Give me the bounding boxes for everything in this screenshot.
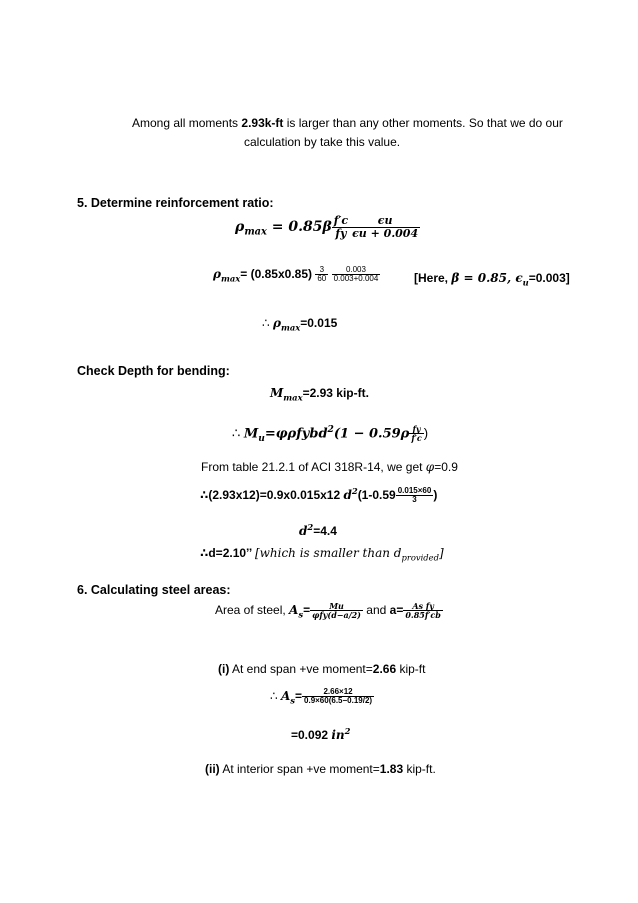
section-6-heading: 6. Calculating steel areas:: [77, 583, 231, 597]
as-symbol: A: [280, 689, 291, 704]
therefore-symbol: ∴: [262, 316, 273, 330]
fraction-calc: [396, 487, 434, 505]
as-symbol: A: [289, 603, 299, 618]
depth-note-close: ]: [438, 546, 444, 560]
area-label: Area of steel,: [215, 603, 290, 618]
d-symbol: d: [299, 524, 308, 538]
substitution-factor: = (0.85x0.85): [240, 267, 312, 282]
frac-den: f′c: [411, 433, 422, 444]
mu-paren: (1 − 0.59ρ: [333, 426, 410, 442]
frac-num: 0.015×60: [397, 485, 432, 495]
mu-power: 2: [327, 424, 334, 435]
frac-num: 0.003: [332, 266, 381, 275]
note-text: From table 21.2.1 of ACI 318R-14, we get: [201, 460, 426, 474]
depth-note: [which is smaller than d: [254, 546, 402, 560]
intro-line-2: calculation by take this value.: [244, 135, 401, 149]
item-unit: kip-ft.: [403, 762, 436, 776]
end-span-as-calc: [270, 688, 374, 706]
a-symbol: a=: [389, 603, 404, 618]
frac-den: φfy(d−a/2): [312, 610, 361, 621]
rho-max-result: [262, 316, 337, 332]
fraction-end-span: [302, 688, 374, 706]
intro-text-cont: is larger than any other moments. So that we do our: [283, 116, 563, 130]
check-depth-heading: Check Depth for bending:: [77, 364, 230, 378]
mu-subscript: u: [258, 432, 265, 444]
rho-max-substitution: [213, 266, 380, 284]
d-symbol: d: [343, 488, 352, 502]
as-subscript: s: [290, 695, 295, 706]
interior-span-line: [205, 762, 436, 776]
frac-den: fy: [335, 226, 347, 240]
rho-max-formula: [235, 215, 420, 239]
item-unit: kip-ft: [396, 662, 426, 676]
intro-line-1: [132, 116, 563, 130]
fraction-strain: [350, 215, 420, 239]
depth-note-subscript: provided: [401, 552, 439, 563]
d-squared-result: [299, 522, 337, 538]
frac-den: ϵu + 0.004: [352, 226, 419, 240]
calc-close: ): [433, 488, 438, 502]
calc-mid: (1-0.59: [357, 488, 396, 502]
max-moment-value: 2.93k-ft: [241, 116, 284, 130]
rho-subscript: max: [244, 226, 267, 238]
frac-den: 0.85f′cb: [405, 610, 441, 621]
rho-subscript: max: [220, 273, 241, 284]
interior-span-moment: 1.83: [379, 762, 404, 776]
depth-value: ∴d=2.10’’: [200, 546, 255, 560]
end-span-line: [218, 662, 425, 676]
moment-symbol: M: [270, 386, 284, 400]
fraction-fc-fy: [332, 215, 350, 239]
rho-max-value: =0.015: [300, 316, 338, 330]
fraction-a: [403, 602, 443, 620]
item-label: (ii): [205, 762, 220, 776]
intro-text: Among all moments: [132, 116, 242, 130]
fraction-strain-values: [332, 266, 381, 284]
note-beta: β = 0.85, ϵ: [451, 271, 523, 285]
and-text: and: [362, 603, 390, 618]
rho-symbol: ρ: [235, 218, 245, 235]
equals: =: [295, 689, 303, 704]
frac-num: f′c: [333, 214, 349, 227]
frac-num: Mu: [310, 602, 363, 611]
therefore-symbol: ∴: [232, 425, 244, 441]
rho-symbol: ρ: [213, 267, 221, 282]
d-squared-value: =4.4: [313, 524, 337, 538]
phi-symbol: φ: [425, 460, 435, 474]
section-5-heading: 5. Determine reinforcement ratio:: [77, 196, 274, 210]
frac-num: ϵu: [350, 215, 420, 228]
end-span-moment: 2.66: [372, 662, 397, 676]
aci-table-note: [201, 460, 458, 474]
mmax-line: [270, 386, 369, 402]
mu-symbol: M: [243, 426, 259, 442]
frac-num: 2.66×12: [302, 688, 374, 697]
fraction-as: [310, 602, 363, 620]
frac-den: 3: [412, 495, 417, 505]
therefore-symbol: ∴: [270, 689, 281, 704]
steel-area-formula: [215, 602, 443, 620]
note-sub: u: [522, 277, 529, 288]
fraction-fy-fc: [409, 425, 423, 443]
depth-calculation: [200, 486, 437, 505]
end-span-as-result: [291, 726, 351, 742]
item-label: (i): [218, 662, 230, 676]
frac-den: 60: [317, 274, 327, 284]
rho-subscript: max: [280, 322, 301, 333]
as-value: =0.092: [291, 728, 332, 742]
frac-num: 3: [315, 266, 328, 275]
mu-body: =φρfybd: [264, 426, 328, 442]
d-power: 2: [307, 522, 314, 532]
area-unit-power: 2: [344, 726, 351, 736]
as-subscript: s: [298, 609, 304, 620]
item-text: At end span +ve moment=: [229, 662, 373, 676]
rho-symbol: ρ: [272, 316, 281, 330]
mu-formula: [232, 424, 428, 444]
note-close: =0.003]: [528, 271, 570, 285]
frac-num: As fy: [403, 602, 443, 611]
equals: =: [303, 603, 311, 618]
mu-close: ): [423, 425, 429, 441]
fraction-3-60: [315, 266, 328, 284]
depth-result: [200, 546, 444, 562]
frac-den: 0.003+0.004: [333, 274, 379, 284]
phi-value: =0.9: [434, 460, 458, 474]
calc-prefix: ∴(2.93x12)=0.9x0.015x12: [200, 488, 344, 502]
d-power: 2: [351, 486, 358, 496]
moment-subscript: max: [283, 392, 303, 403]
area-unit: in: [331, 728, 345, 742]
item-text: At interior span +ve moment=: [219, 762, 380, 776]
note-open: [Here,: [414, 271, 452, 285]
frac-den: 0.9×60(6.5−0.19/2): [304, 696, 373, 706]
frac-num: fy: [409, 425, 423, 434]
eq-factor: = 0.85β: [266, 218, 332, 235]
mmax-value: =2.93 kip-ft.: [302, 386, 369, 400]
assumption-note: [414, 271, 570, 287]
